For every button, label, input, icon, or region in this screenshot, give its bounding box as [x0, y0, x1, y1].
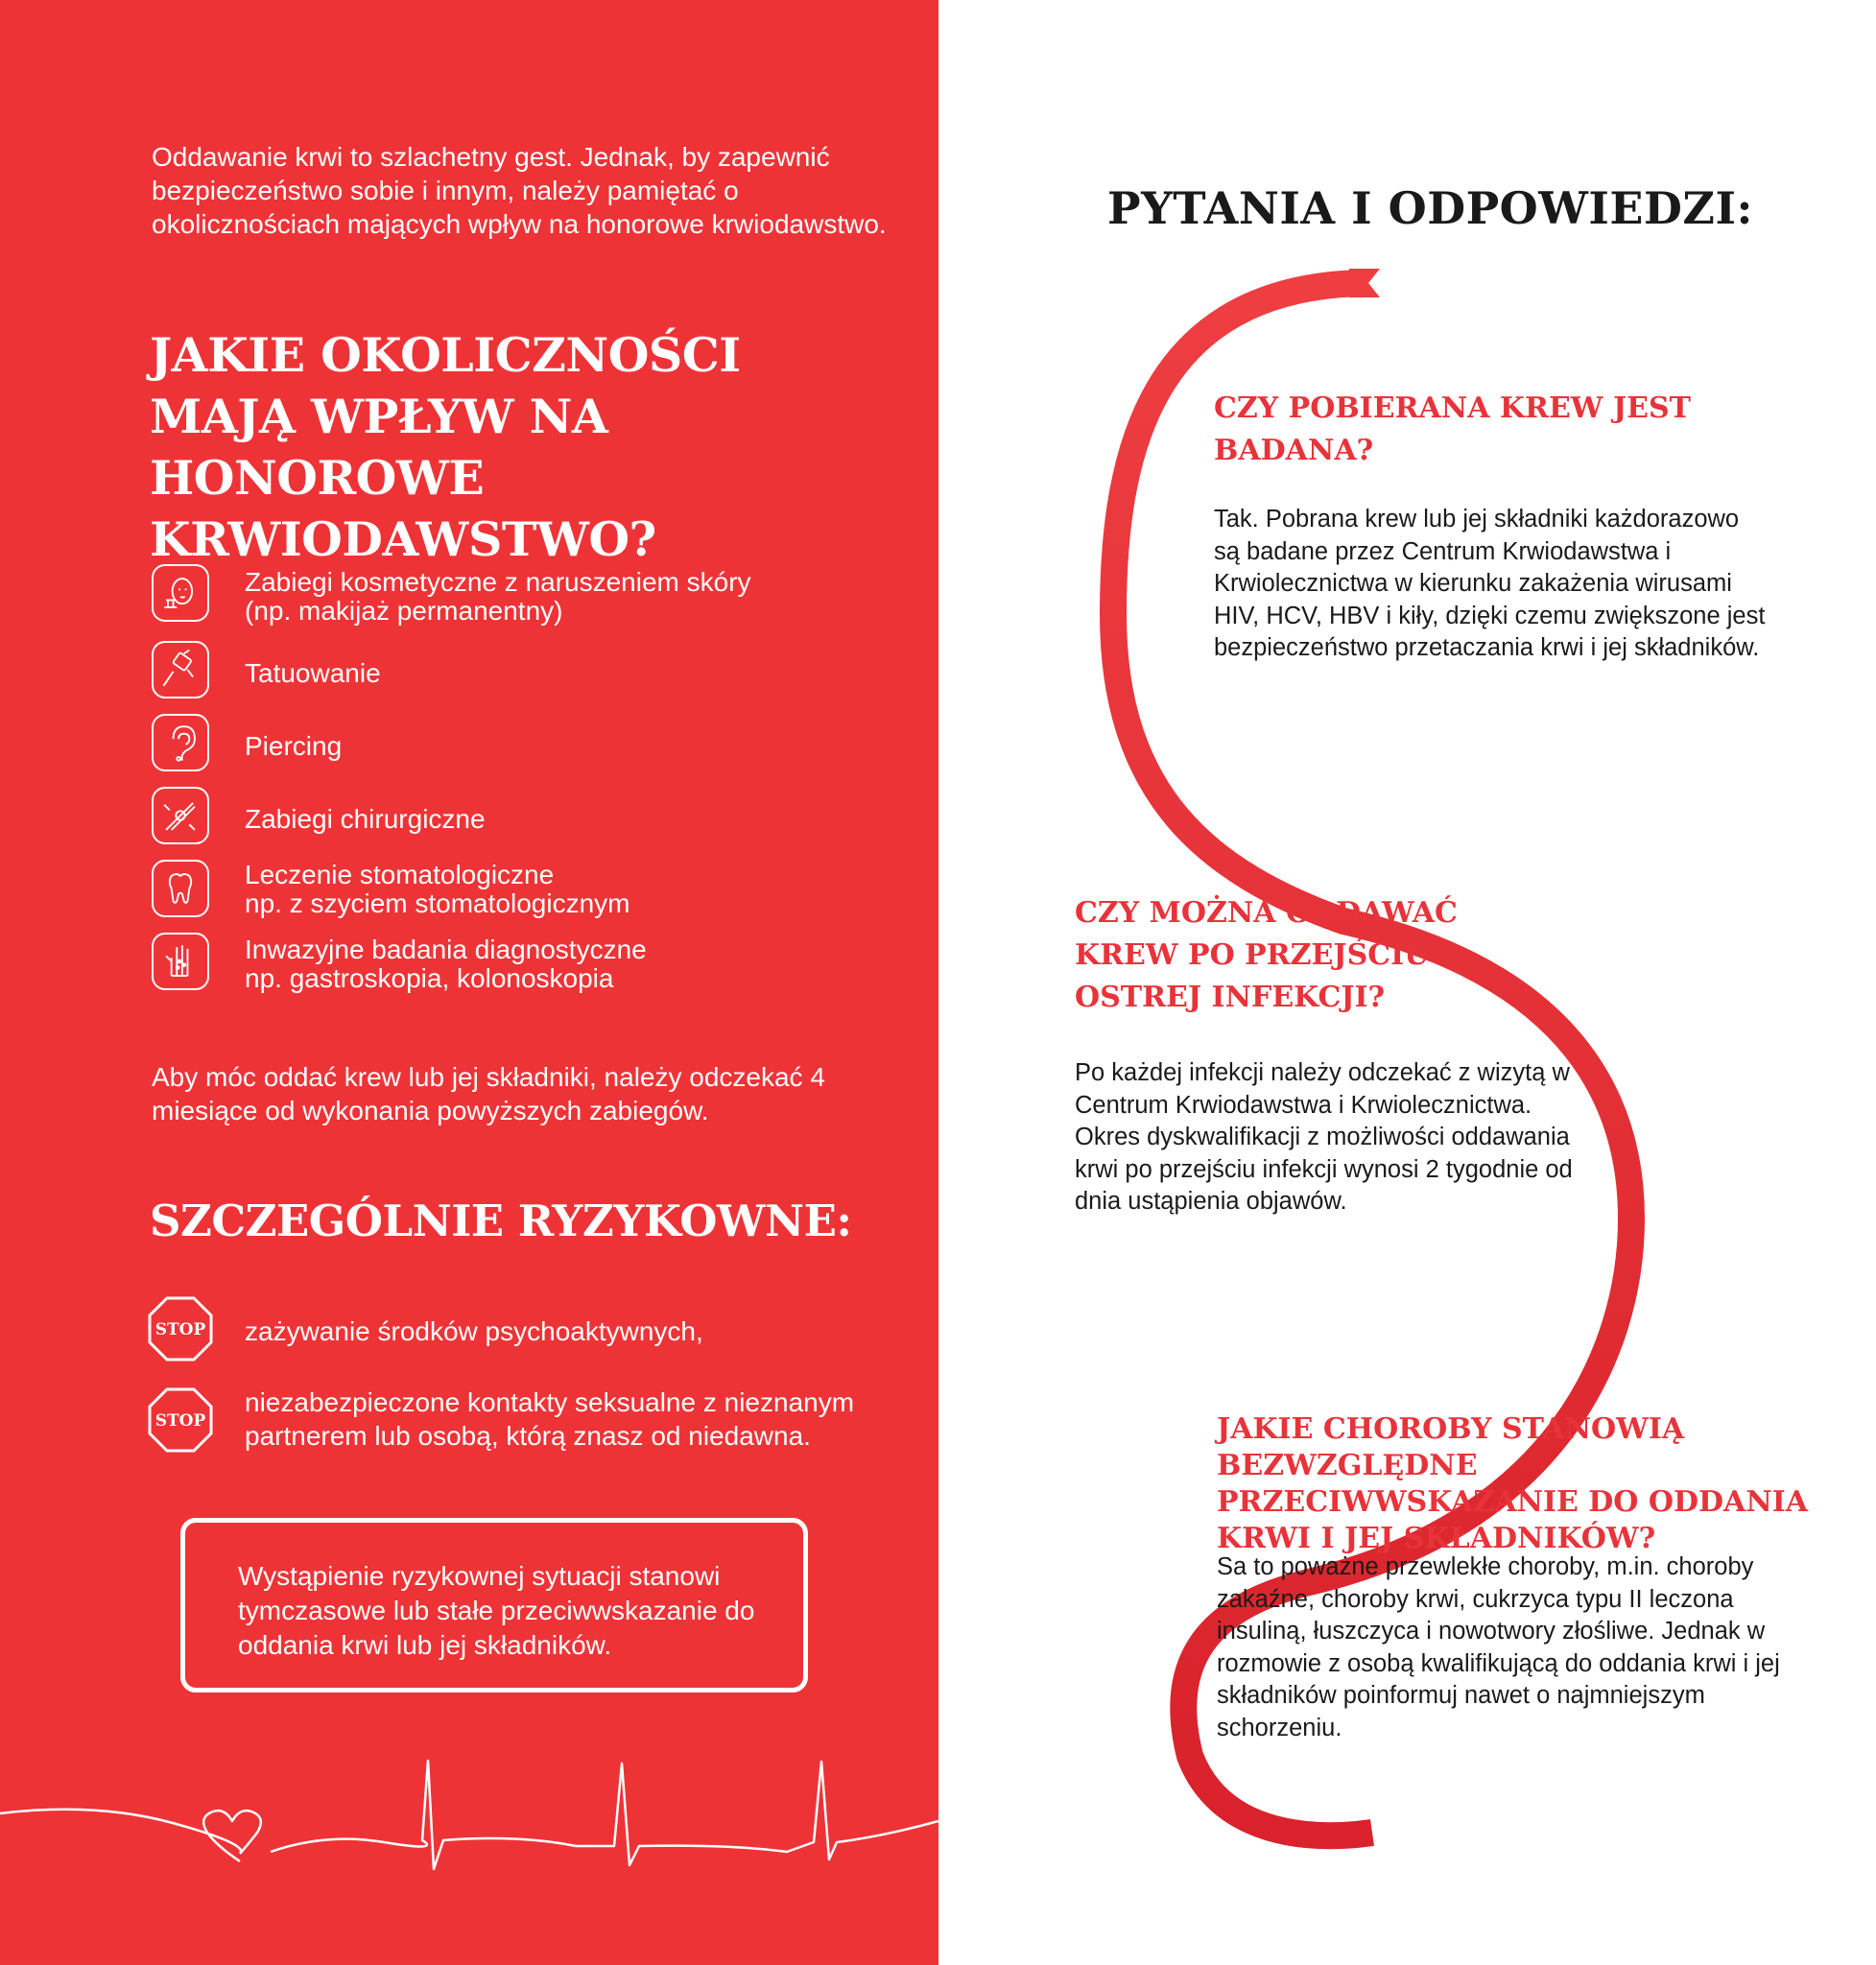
- risky-item-1: zażywanie środków psychoaktywnych,: [245, 1316, 703, 1346]
- item-6-line1: Inwazyjne badania diagnostyczne: [245, 935, 647, 964]
- tattoo-machine-icon: [152, 641, 209, 698]
- item-3-label: Piercing: [245, 731, 343, 761]
- question-3: JAKIE CHOROBY STANOWIĄ BEZWZGLĘDNE PRZECIWWSKAZANIE DO ODDANIA KRWI I JEJ SKŁADNIKÓW?: [1217, 1412, 1809, 1555]
- stop-label: STOP: [154, 1320, 206, 1339]
- answer-3: Sa to poważne przewlekłe choroby, m.in. choroby zakaźne, choroby krwi, cukrzyca typu II leczona insuliną, łuszczyca i nowotwory złośliwe. Jednak w rozmowie z osobą kwalifikującą do oddania krwi i jej składników poinformuj nawet o najmniejszym schorzeniu.: [1217, 1553, 1780, 1741]
- item-2-label: Tatuowanie: [245, 658, 381, 688]
- item-1-line2: (np. makijaż permanentny): [245, 596, 563, 626]
- tooth-icon: [152, 860, 209, 917]
- intro-text: Oddawanie krwi to szlachetny gest. Jednak, by zapewnić bezpieczeństwo sobie i innym, należy pamiętać o okolicznościach mających wpływ na honorowe krwiodawstwo.: [152, 142, 887, 239]
- surgery-icon: [152, 787, 209, 844]
- item-1-line1: Zabiegi kosmetyczne z naruszeniem skóry: [245, 567, 751, 597]
- waiting-period-text: Aby móc oddać krew lub jej składniki, należy odczekać 4 miesiące od wykonania powyższych zabiegów.: [152, 1062, 825, 1125]
- item-5-line1: Leczenie stomatologiczne: [245, 860, 555, 889]
- risky-heading: SZCZEGÓLNIE RYZYKOWNE:: [150, 1196, 852, 1246]
- answer-2: Po każdej infekcji należy odczekać z wizytą w Centrum Krwiodawstwa i Krwiolecznictwa. Okres dyskwalifikacji z możliwości oddawania krwi po przejściu infekcji wynosi 2 tygodnie od dnia ustąpienia objawów.: [1075, 1059, 1573, 1215]
- notice-text: Wystąpienie ryzykownej sytuacji stanowi tymczasowe lub stałe przeciwwskazanie do oddania krwi lub jej składników.: [238, 1561, 755, 1660]
- stop-sign-icon: [147, 1386, 214, 1454]
- item-5-line2: np. z szyciem stomatologicznym: [245, 888, 630, 918]
- face-cosmetic-icon: [152, 564, 209, 622]
- heartbeat-line-icon: [0, 1746, 938, 1881]
- item-6-line2: np. gastroskopia, kolonoskopia: [245, 963, 614, 993]
- item-4-label: Zabiegi chirurgiczne: [245, 804, 486, 834]
- question-2: CZY MOŻNA ODDAWAĆ KREW PO PRZEJŚCIU OSTREJ INFEKCJI?: [1075, 896, 1458, 1014]
- stop-label: STOP: [154, 1411, 206, 1431]
- answer-1: Tak. Pobrana krew lub jej składniki każdorazowo są badane przez Centrum Krwiodawstwa i Krwiolecznictwa w kierunku zakażenia wirusami HIV, HCV, HBV i kiły, dzięki czemu zwiększone jest bezpieczeństwo przetaczania krwi i jej składników.: [1214, 506, 1766, 661]
- notice-box: [180, 1518, 808, 1693]
- qa-title: PYTANIA I ODPOWIEDZI:: [1107, 182, 1753, 234]
- risky-item-2: niezabezpieczone kontakty seksualne z nieznanym partnerem lub osobą, którą znasz od niedawna.: [245, 1387, 855, 1451]
- stop-sign-icon: [147, 1295, 214, 1362]
- hand-glove-icon: [152, 933, 209, 990]
- ear-piercing-icon: [152, 714, 209, 771]
- circumstances-heading: JAKIE OKOLICZNOŚCI MAJĄ WPŁYW NA HONOROWE KRWIODAWSTWO?: [150, 327, 741, 567]
- question-1: CZY POBIERANA KREW JEST BADANA?: [1214, 391, 1691, 467]
